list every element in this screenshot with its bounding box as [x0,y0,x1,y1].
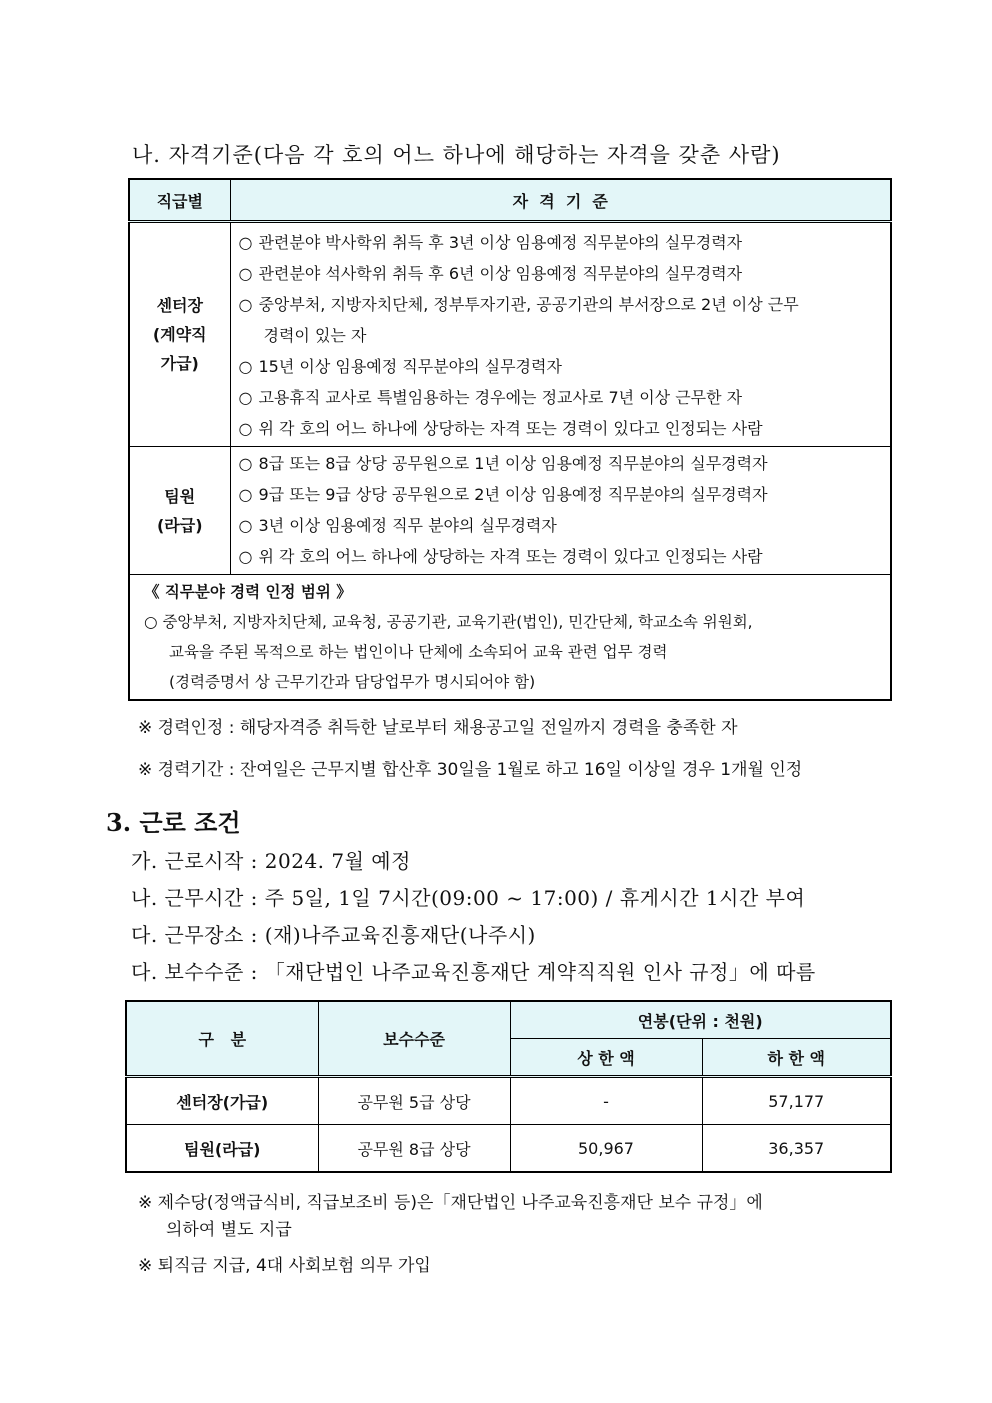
category-cell: 팀원(라급) [126,1125,318,1173]
category-cell: 센터장(가급) [126,1077,318,1125]
criteria-cell-team-member [230,447,891,575]
circle-bullet-icon: ○ [238,357,253,376]
career-scope-line: (경력증명서 상 근무기간과 담당업무가 명시되어야 함) [169,673,536,691]
list-item [239,510,891,541]
pay-table-header-row [126,1001,891,1039]
list-item-text: 3년 이상 임용예정 직무 분야의 실무경력자 [258,516,557,535]
list-item [239,541,891,572]
qualification-table-header-row [129,179,891,222]
career-scope-line: ○ 중앙부처, 지방자치단체, 교육청, 공공기관, 교육기관(법인), 민간단체, 학교소속 위원회, [144,613,753,631]
lower-limit-header: 하 한 액 [702,1039,891,1077]
upper-limit-header: 상 한 액 [510,1039,702,1077]
list-item-text: 8급 또는 8급 상당 공무원으로 1년 이상 임용예정 직무분야의 실무경력자 [258,454,768,473]
pay-level-header: 보수수준 [318,1001,510,1077]
career-recognition-note: ※ 경력인정 : 해당자격증 취득한 날로부터 채용공고일 전일까지 경력을 충족한 자 [138,718,738,738]
circle-bullet-icon: ○ [238,388,253,407]
list-item [239,448,891,479]
criteria-cell-center-head [230,222,891,447]
allowance-note-continuation: 의하여 별도 지급 [166,1220,292,1240]
list-item-text: 고용휴직 교사로 특별임용하는 경우에는 정교사로 7년 이상 근무한 자 [258,388,743,407]
qualification-table [128,178,892,701]
list-item-continuation: 경력이 있는 자 [263,326,367,345]
list-item [239,227,891,258]
career-period-note: ※ 경력기간 : 잔여일은 근무지별 합산후 30일을 1월로 하고 16일 이상일 경우 1개월 인정 [138,760,803,780]
pay-level-cell: 공무원 5급 상당 [318,1077,510,1125]
list-item-text: 관련분야 박사학위 취득 후 3년 이상 임용예정 직무분야의 실무경력자 [258,233,743,252]
upper-limit-cell: 50,967 [510,1125,702,1173]
list-item-text: 9급 또는 9급 상당 공무원으로 2년 이상 임용예정 직무분야의 실무경력자 [258,485,768,504]
annual-salary-header: 연봉(단위 : 천원) [510,1001,891,1039]
list-item-text: 15년 이상 임용예정 직무분야의 실무경력자 [258,357,562,376]
circle-bullet-icon: ○ [238,233,253,252]
list-item [239,258,891,289]
grade-column-header: 직급별 [129,179,230,222]
lower-limit-cell: 36,357 [702,1125,891,1173]
career-scope-line: 교육을 주된 목적으로 하는 법인이나 단체에 소속되어 교육 관련 업무 경력 [169,643,668,661]
list-item [239,289,891,320]
qualification-heading: 나. 자격기준(다음 각 호의 어느 하나에 해당하는 자격을 갖춘 사람) [132,143,781,167]
category-header: 구 분 [126,1001,318,1077]
grade-cell-team-member [129,447,230,575]
circle-bullet-icon: ○ [238,547,253,566]
section-title: 3. 근로 조건 [106,808,241,837]
grade-line: 가급) [160,354,199,373]
circle-bullet-icon: ○ [238,295,253,314]
grade-line: (라급) [156,515,203,535]
condition-place: 다. 근무장소 : (재)나주교육진흥재단(나주시) [131,923,536,947]
circle-bullet-icon: ○ [238,264,253,283]
table-row [126,1125,891,1173]
condition-start: 가. 근로시작 : 2024. 7월 예정 [131,849,411,873]
circle-bullet-icon: ○ [238,419,253,438]
career-scope-title: 《 직무분야 경력 인정 범위 》 [144,583,352,601]
list-item-text: 중앙부처, 지방자치단체, 정부투자기관, 공공기관의 부서장으로 2년 이상 근무 [258,295,799,314]
grade-cell-center-head [129,222,230,447]
table-row [129,447,891,575]
list-item [239,382,891,413]
circle-bullet-icon: ○ [238,454,253,473]
list-item-text: 위 각 호의 어느 하나에 상당하는 자격 또는 경력이 있다고 인정되는 사람 [258,419,763,438]
grade-line: 센터장 [156,296,203,315]
circle-bullet-icon: ○ [238,516,253,535]
table-row [126,1077,891,1125]
list-item [239,351,891,382]
circle-bullet-icon: ○ [238,485,253,504]
pay-level-cell: 공무원 8급 상당 [318,1125,510,1173]
upper-limit-cell: - [510,1077,702,1125]
lower-limit-cell: 57,177 [702,1077,891,1125]
condition-hours: 나. 근무시간 : 주 5일, 1일 7시간(09:00 ~ 17:00) / 휴게시간 1시간 부여 [131,886,806,910]
pay-table [125,1000,892,1173]
list-item-text: 위 각 호의 어느 하나에 상당하는 자격 또는 경력이 있다고 인정되는 사람 [258,547,763,566]
scope-row [129,575,891,701]
list-item [239,413,891,444]
condition-pay: 다. 보수수준 : 「재단법인 나주교육진흥재단 계약직직원 인사 규정」에 따름 [131,960,816,984]
table-row [129,222,891,447]
grade-line: (계약직 [152,325,207,344]
criteria-column-header: 자 격 기 준 [230,179,891,222]
allowance-note: ※ 제수당(정액급식비, 직급보조비 등)은「재단법인 나주교육진흥재단 보수 규정」에 [138,1193,763,1213]
career-scope-box [129,575,891,701]
list-item-text: 관련분야 석사학위 취득 후 6년 이상 임용예정 직무분야의 실무경력자 [258,264,743,283]
list-item [239,479,891,510]
grade-line: 팀원 [164,486,196,506]
severance-insurance-note: ※ 퇴직금 지급, 4대 사회보험 의무 가입 [138,1256,431,1276]
